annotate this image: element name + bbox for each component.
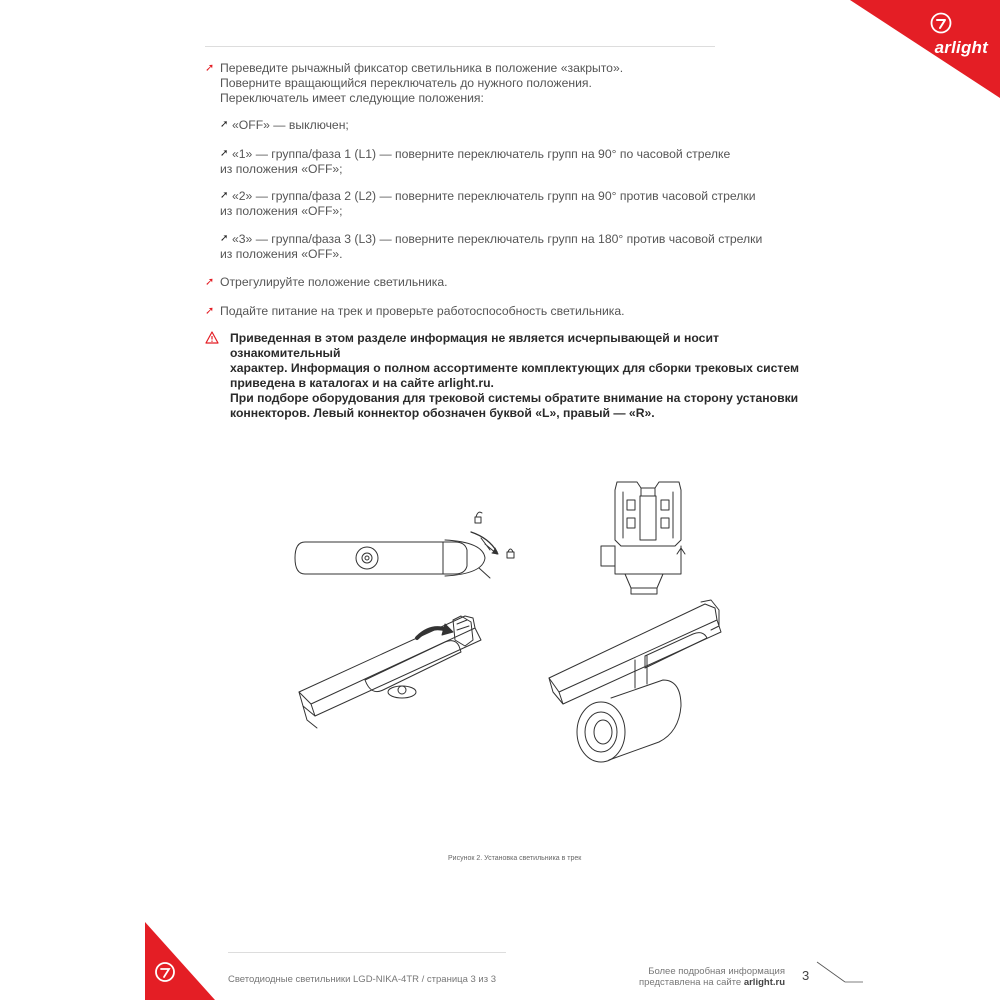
warning-text xyxy=(230,331,810,421)
footer-more-info xyxy=(639,966,785,988)
track-installation-figure xyxy=(285,470,755,820)
adapter-lever-drawing xyxy=(295,512,514,578)
warning-line-4: При подборе оборудования для трековой системы обратите внимание на сторону установки xyxy=(230,391,799,405)
warning-line-2: характер. Информация о полном ассортименте комплектующих для сборки трековых систем xyxy=(230,361,799,375)
step-1-line-3: Переключатель имеет следующие положения: xyxy=(220,91,484,105)
step-2: Отрегулируйте положение светильника. xyxy=(220,275,448,289)
position-2-line-1: «2» — группа/фаза 2 (L2) — поверните переключатель групп на 90° против часовой стрелки xyxy=(232,189,756,203)
sub-bullet-icon: ➚ xyxy=(220,148,229,159)
step-1-line-1: Переведите рычажный фиксатор светильника в положение «закрыто». xyxy=(220,61,624,75)
bullet-arrow-icon: ➚ xyxy=(205,305,215,317)
bullet-arrow-icon: ➚ xyxy=(205,62,215,74)
sub-bullet-icon: ➚ xyxy=(220,119,229,130)
position-1-line-1: «1» — группа/фаза 1 (L1) — поверните переключатель групп на 90° по часовой стрелке xyxy=(232,147,731,161)
track-mounted-spotlight-drawing xyxy=(549,600,721,762)
arlight-logo-mark-icon xyxy=(930,12,952,34)
position-off: «OFF» — выключен; xyxy=(232,118,349,132)
warning-line-1: Приведенная в этом разделе информация не является исчерпывающей и носит ознакомительный xyxy=(230,331,719,360)
arlight-logo-text: arlight xyxy=(934,38,988,57)
top-divider xyxy=(205,46,715,47)
position-1-line-2: из положения «OFF»; xyxy=(220,162,343,176)
footer-more-info-prefix: представлена на сайте xyxy=(639,977,744,988)
position-3-line-2: из положения «OFF». xyxy=(220,247,343,261)
position-2-line-2: из положения «OFF»; xyxy=(220,204,343,218)
footer-doc-info: Светодиодные светильники LGD-NIKA-4TR / страница 3 из 3 xyxy=(228,974,497,985)
footer-more-info-line-1: Более подробная информация xyxy=(648,966,785,977)
track-adapter-insert-drawing xyxy=(299,616,481,728)
track-profile-section-drawing xyxy=(601,482,685,594)
position-3-line-1: «3» — группа/фаза 3 (L3) — поверните переключатель групп на 180° против часовой стрелки xyxy=(232,232,763,246)
step-3: Подайте питание на трек и проверьте работоспособность светильника. xyxy=(220,304,625,318)
brand-corner-bottom xyxy=(145,922,215,1000)
step-1-line-2: Поверните вращающийся переключатель до нужного положения. xyxy=(220,76,592,90)
footer-more-info-line-2 xyxy=(639,977,785,988)
footer-site-link[interactable]: arlight.ru xyxy=(743,977,785,988)
figure-caption: Рисунок 2. Установка светильника в трек xyxy=(448,855,582,862)
footer-slash-decoration xyxy=(815,960,865,988)
warning-triangle-icon xyxy=(205,331,219,344)
bullet-arrow-icon: ➚ xyxy=(205,276,215,288)
warning-line-3: приведена в каталогах и на сайте arlight.ru. xyxy=(230,376,494,390)
sub-bullet-icon: ➚ xyxy=(220,190,229,201)
footer-divider xyxy=(228,952,506,953)
page-number: 3 xyxy=(802,968,810,983)
warning-line-5: коннекторов. Левый коннектор обозначен буквой «L», правый — «R». xyxy=(230,406,655,420)
sub-bullet-icon: ➚ xyxy=(220,233,229,244)
